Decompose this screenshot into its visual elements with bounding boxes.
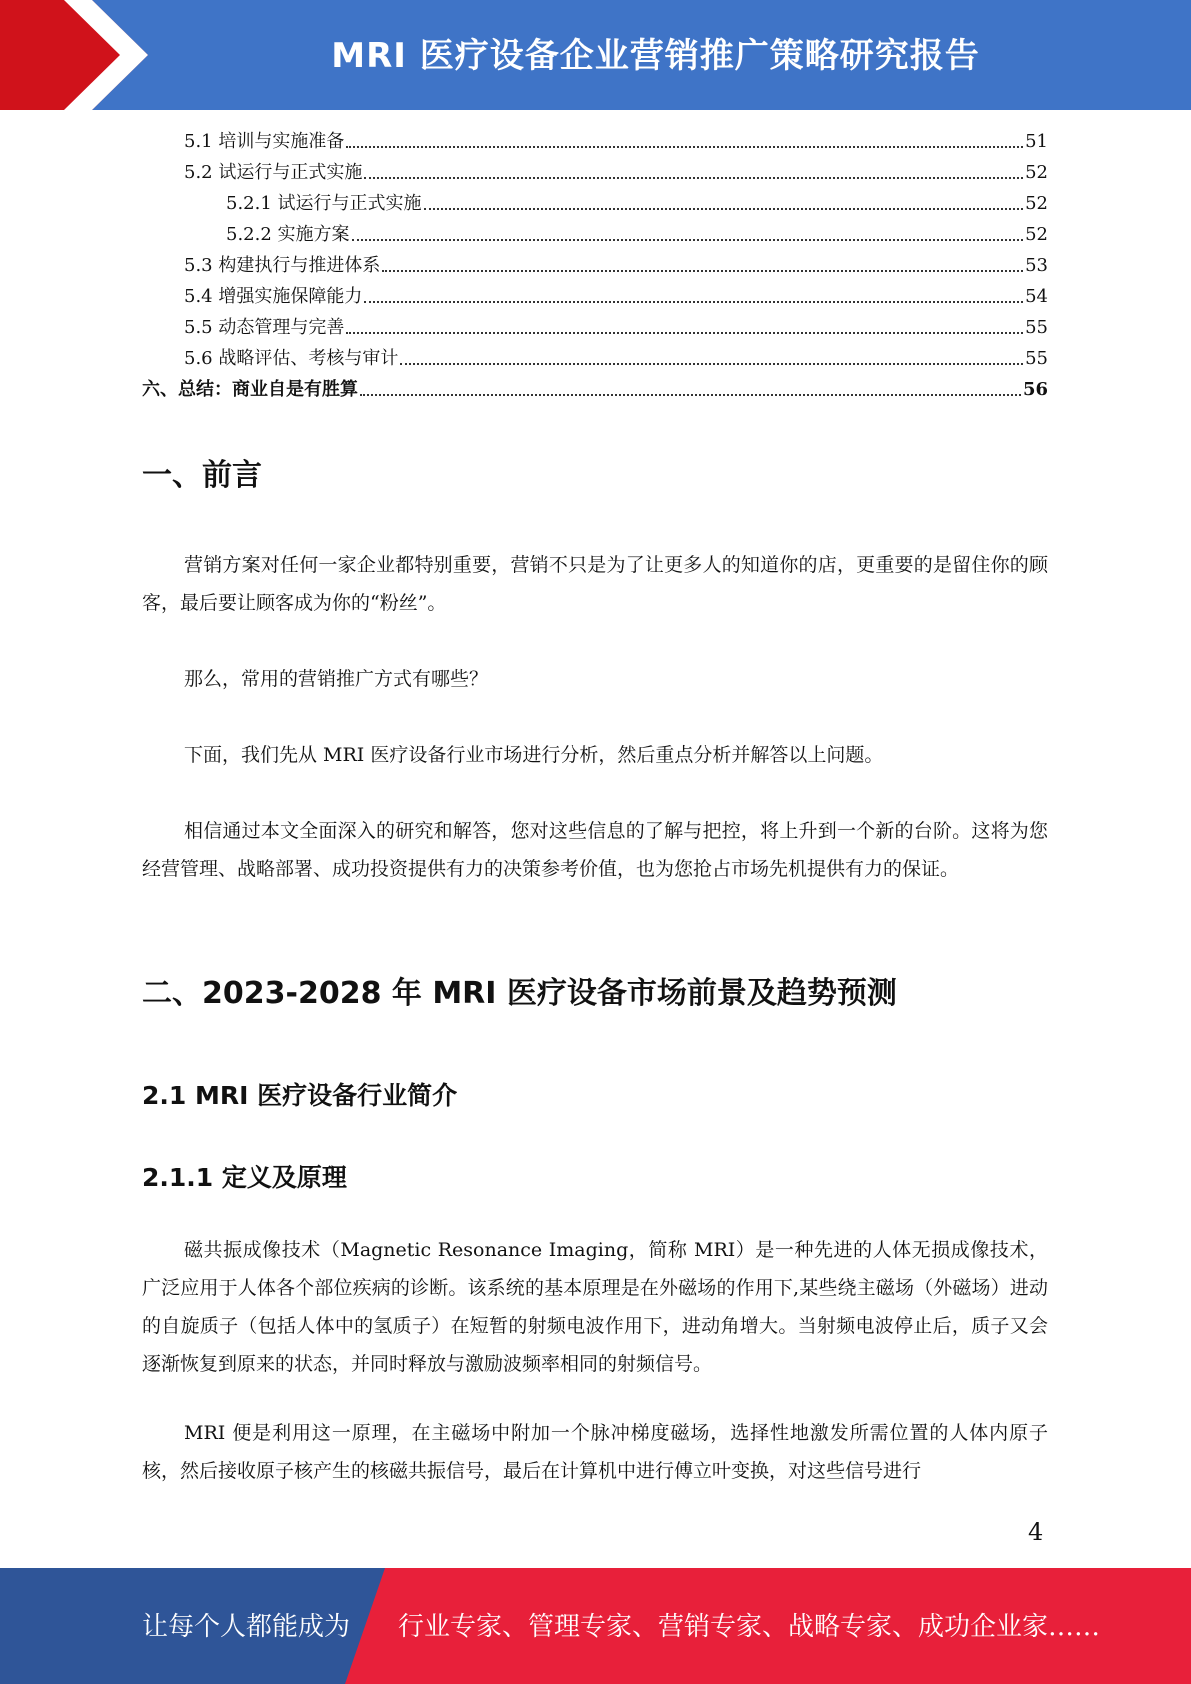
report-title: MRI 医疗设备企业营销推广策略研究报告 xyxy=(331,36,980,76)
toc-leader-dots xyxy=(364,301,1023,303)
preface-paragraph-4: 相信通过本文全面深入的研究和解答，您对这些信息的了解与把控，将上升到一个新的台阶。这将为您经营管理、战略部署、成功投资提供有力的决策参考价值，也为您抢占市场先机提供有力的保证。 xyxy=(142,820,1048,880)
toc-leader-dots xyxy=(424,208,1024,210)
preface-paragraph-1: 营销方案对任何一家企业都特别重要，营销不只是为了让更多人的知道你的店，更重要的是留住你的顾客，最后要让顾客成为你的“粉丝”。 xyxy=(142,554,1048,614)
toc-entry-page: 52 xyxy=(1025,162,1048,183)
toc-entry[interactable] xyxy=(142,312,1048,343)
page-number: 4 xyxy=(1028,1518,1044,1546)
toc-leader-dots xyxy=(352,239,1024,241)
toc-entry[interactable] xyxy=(142,188,1048,219)
toc-entry-page: 51 xyxy=(1025,131,1048,152)
toc-entry[interactable] xyxy=(142,281,1048,312)
toc-entry-label: 5.1 培训与实施准备 xyxy=(184,131,345,152)
toc-entry-page: 55 xyxy=(1025,348,1048,369)
toc-leader-dots xyxy=(360,394,1021,396)
toc-leader-dots xyxy=(400,363,1023,365)
toc-entry-label: 5.6 战略评估、考核与审计 xyxy=(184,348,399,369)
toc-leader-dots xyxy=(346,146,1023,148)
section-heading-market-outlook: 二、2023-2028 年 MRI 医疗设备市场前景及趋势预测 xyxy=(142,976,897,1011)
header-banner xyxy=(0,0,1191,110)
toc-entry-page: 54 xyxy=(1025,286,1048,307)
subsection-heading-definition: 2.1.1 定义及原理 xyxy=(142,1163,347,1192)
toc-entry-page: 55 xyxy=(1025,317,1048,338)
footer-slogan-right: 行业专家、管理专家、营销专家、战略专家、成功企业家…… xyxy=(398,1612,1101,1642)
toc-entry[interactable] xyxy=(142,157,1048,188)
toc-entry-page: 56 xyxy=(1022,379,1048,400)
toc-entry-label: 5.4 增强实施保障能力 xyxy=(184,286,363,307)
toc-entry[interactable] xyxy=(142,126,1048,157)
toc-entry-page: 52 xyxy=(1025,193,1048,214)
toc-entry-label: 5.2.1 试运行与正式实施 xyxy=(226,193,422,214)
toc-entry-label: 5.2.2 实施方案 xyxy=(226,224,350,245)
toc-entry-label: 六、总结：商业自是有胜算 xyxy=(142,379,358,400)
toc-entry[interactable] xyxy=(142,343,1048,374)
preface-paragraph-2: 那么，常用的营销推广方式有哪些？ xyxy=(184,668,489,690)
toc-entry-label: 5.3 构建执行与推进体系 xyxy=(184,255,381,276)
section-heading-preface: 一、前言 xyxy=(142,458,262,493)
toc-leader-dots xyxy=(382,270,1023,272)
definition-paragraph-2: MRI 便是利用这一原理，在主磁场中附加一个脉冲梯度磁场，选择性地激发所需位置的人体内原子核，然后接收原子核产生的核磁共振信号，最后在计算机中进行傅立叶变换，对这些信号进行 xyxy=(142,1422,1048,1482)
definition-paragraph-1: 磁共振成像技术（Magnetic Resonance Imaging，简称 MRI）是一种先进的人体无损成像技术，广泛应用于人体各个部位疾病的诊断。该系统的基本原理是在外磁场的作用下,某些绕主磁场（外磁场）进动的自旋质子（包括人体中的氢质子）在短暂的射频电波作用下，进动角增大。当射频电波停止后，质子又会逐渐恢复到原来的状态，并同时释放与激励波频率相同的射频信号。 xyxy=(142,1239,1048,1375)
header-red-chevron xyxy=(0,0,150,110)
footer-banner xyxy=(0,1568,1191,1684)
toc-entry[interactable] xyxy=(142,250,1048,281)
subsection-heading-industry-intro: 2.1 MRI 医疗设备行业简介 xyxy=(142,1081,458,1110)
preface-paragraph-3: 下面，我们先从 MRI 医疗设备行业市场进行分析，然后重点分析并解答以上问题。 xyxy=(184,744,884,766)
table-of-contents xyxy=(142,126,1048,405)
toc-entry-page: 52 xyxy=(1025,224,1048,245)
footer-slogan-left: 让每个人都能成为 xyxy=(142,1612,351,1642)
toc-entry[interactable] xyxy=(142,219,1048,250)
toc-entry-label: 5.5 动态管理与完善 xyxy=(184,317,345,338)
toc-leader-dots xyxy=(346,332,1023,334)
toc-entry-label: 5.2 试运行与正式实施 xyxy=(184,162,363,183)
toc-leader-dots xyxy=(364,177,1023,179)
toc-entry-page: 53 xyxy=(1025,255,1048,276)
toc-entry[interactable] xyxy=(142,374,1048,405)
